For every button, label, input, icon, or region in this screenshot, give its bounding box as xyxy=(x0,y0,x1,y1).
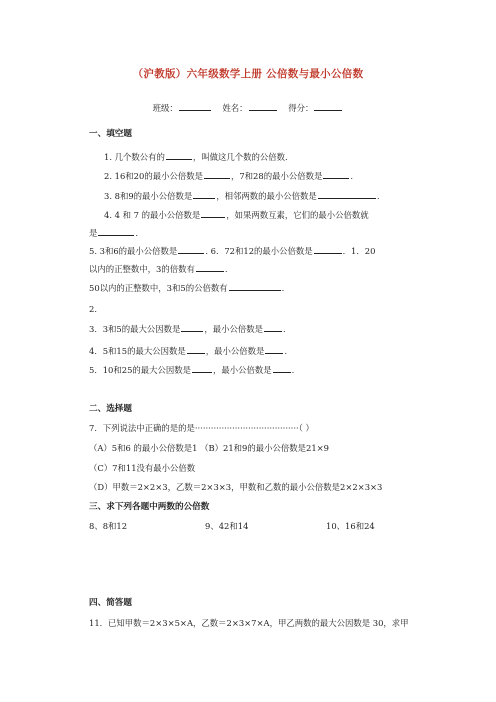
section-multiple-choice: 二、选择题 xyxy=(89,404,132,414)
answer-blank[interactable] xyxy=(187,344,205,354)
problem-8: 8、8和12 xyxy=(89,521,128,531)
class-blank[interactable] xyxy=(179,101,211,111)
score-blank[interactable] xyxy=(314,101,342,111)
answer-blank[interactable] xyxy=(192,363,212,373)
question-3: 3. 8和9的最小公倍数是 ，相邻两数的最小公倍数是 . xyxy=(104,191,380,201)
question-2: 2. 16和20的最小公倍数是 ，7和28的最小公倍数是 . xyxy=(104,171,354,181)
answer-blank[interactable] xyxy=(196,262,224,272)
choice-option-d[interactable]: （D）甲数＝2×2×3，乙数＝2×3×3，甲数和乙数的最小公倍数是2×2×3×3 xyxy=(89,482,383,492)
score-label: 得分： xyxy=(288,103,314,113)
answer-blank[interactable] xyxy=(323,169,349,179)
choice-option-c[interactable]: （C）7和11没有最小公倍数 xyxy=(89,463,196,473)
question-4-cont: 是 . xyxy=(89,228,139,238)
question-4: 4. 4 和 7 的最小公倍数是 ，如果两数互素，它们的最小公倍数就 xyxy=(104,210,369,220)
name-label: 姓名： xyxy=(222,103,248,113)
answer-blank[interactable] xyxy=(265,344,283,354)
problem-10: 10、16和24 xyxy=(326,521,375,531)
answer-blank[interactable] xyxy=(314,244,342,254)
answer-blank[interactable] xyxy=(193,189,215,199)
page-title: （沪教版）六年级数学上册 公倍数与最小公倍数 xyxy=(132,68,364,80)
answer-blank[interactable] xyxy=(264,322,282,332)
question-5-cont-2: 50以内的正整数中，3和5的公倍数有 . xyxy=(89,283,285,293)
section-common-multiples: 三、求下列各题中两数的公倍数 xyxy=(89,502,210,512)
answer-blank[interactable] xyxy=(318,189,376,199)
question-gcd-3-5: 3．3和5的最大公因数是 ，最小公倍数是 . xyxy=(89,324,286,334)
section-short-answer: 四、简答题 xyxy=(89,598,132,608)
answer-blank[interactable] xyxy=(178,244,204,254)
question-gcd-10-25: 5．10和25的最大公因数是 ，最小公倍数是 . xyxy=(89,365,295,375)
choice-options-ab[interactable]: （A）5和6 的最小公倍数是1 （B）21和9的最小公倍数是21×9 xyxy=(89,443,329,453)
answer-blank[interactable] xyxy=(181,322,203,332)
answer-blank[interactable] xyxy=(204,169,230,179)
question-11: 11．已知甲数＝2×3×5×A，乙数＝2×3×7×A，甲乙两数的最大公因数是 30，求甲 xyxy=(89,618,409,628)
question-blank-number: 2． xyxy=(89,304,103,314)
problem-9: 9、42和14 xyxy=(205,521,249,531)
question-5: 5. 3和6的最小公倍数是 . 6．72和12的最小公倍数是 ．1．20 xyxy=(89,246,376,256)
choice-stem: 7．下列说法中正确的是的是·······································（ ） xyxy=(89,423,314,433)
question-5-cont: 以内的正整数中，3的倍数有 . xyxy=(89,264,228,274)
answer-blank[interactable] xyxy=(166,150,192,160)
name-blank[interactable] xyxy=(249,101,277,111)
student-info-line xyxy=(0,101,496,114)
question-gcd-5-15: 4．5和15的最大公因数是 ，最小公倍数是 . xyxy=(89,346,287,356)
answer-blank[interactable] xyxy=(98,226,134,236)
question-1: 1. 几个数公有的 ，叫做这几个数的公倍数. xyxy=(104,152,288,162)
section-fill-in: 一、填空题 xyxy=(89,129,132,139)
answer-blank[interactable] xyxy=(201,208,225,218)
class-label: 班级： xyxy=(152,103,178,113)
answer-blank[interactable] xyxy=(273,363,291,373)
answer-blank[interactable] xyxy=(229,281,281,291)
